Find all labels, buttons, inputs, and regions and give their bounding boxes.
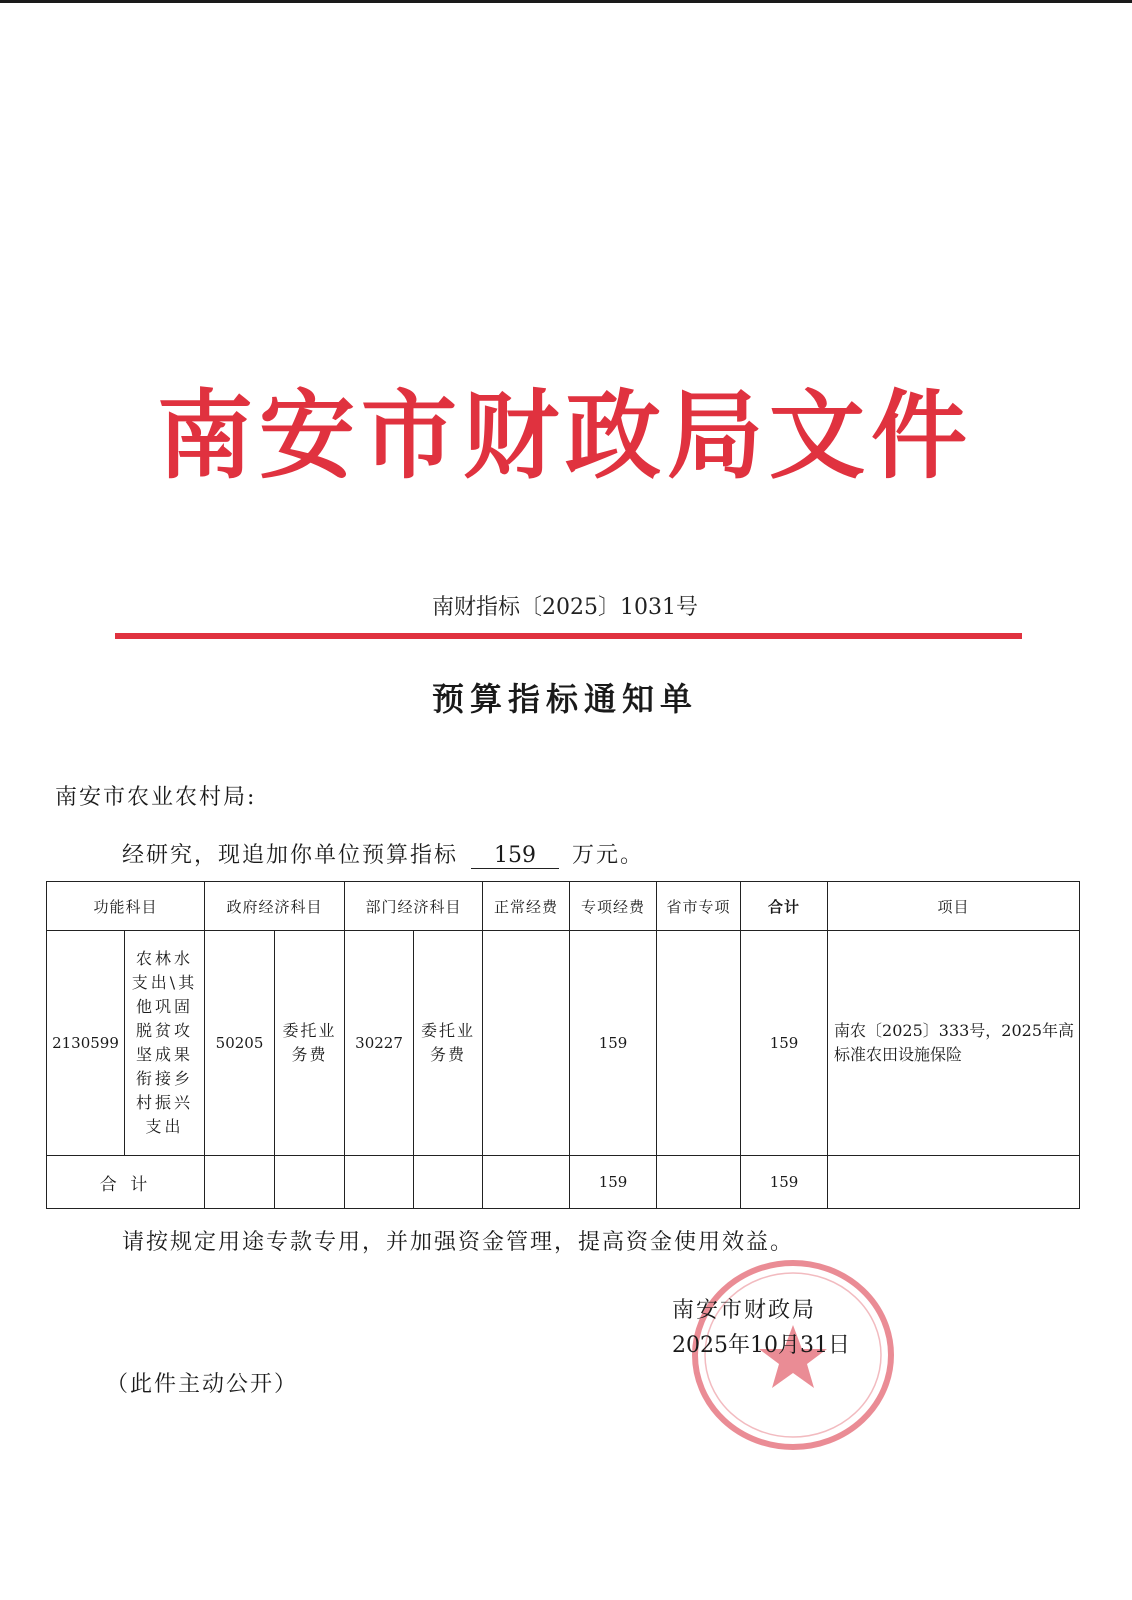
disclosure-note: （此件主动公开） xyxy=(106,1372,299,1397)
dept-econ-code: 30227 xyxy=(345,931,414,1156)
total-row-cell xyxy=(657,1156,741,1209)
table-row xyxy=(47,931,1080,1156)
total-row-cell xyxy=(828,1156,1080,1209)
recipient: 南安市农业农村局: xyxy=(55,785,257,810)
total-row-special-funds: 159 xyxy=(570,1156,657,1209)
intro-prefix: 经研究，现追加你单位预算指标 xyxy=(122,843,459,868)
header-dept-econ-subject: 部门经济科目 xyxy=(345,882,483,931)
intro-suffix: 万元。 xyxy=(572,843,645,868)
table-header-row xyxy=(47,882,1080,931)
project-description: 南农〔2025〕333号，2025年高标准农田设施保险 xyxy=(828,931,1080,1156)
gov-econ-code: 50205 xyxy=(205,931,275,1156)
document-title: 南安市财政局文件 xyxy=(157,379,973,492)
function-code: 2130599 xyxy=(47,931,125,1156)
intro-sentence xyxy=(122,838,644,869)
special-funds-value: 159 xyxy=(570,931,657,1156)
total-row-label: 合 计 xyxy=(47,1156,205,1209)
total-row-cell xyxy=(483,1156,570,1209)
header-gov-econ-subject: 政府经济科目 xyxy=(205,882,345,931)
total-row-cell xyxy=(345,1156,414,1209)
regular-funds-value xyxy=(483,931,570,1156)
header-project: 项目 xyxy=(828,882,1080,931)
total-value: 159 xyxy=(741,931,828,1156)
top-edge-line xyxy=(0,0,1132,3)
red-divider xyxy=(115,633,1022,639)
budget-table xyxy=(46,881,1080,1209)
function-name: 农林水支出\其他巩固脱贫攻坚成果衔接乡村振兴支出 xyxy=(125,931,205,1156)
header-regular-funds: 正常经费 xyxy=(483,882,570,931)
header-special-funds: 专项经费 xyxy=(570,882,657,931)
total-row-cell xyxy=(414,1156,483,1209)
gov-econ-name: 委托业务费 xyxy=(275,931,345,1156)
notice-title: 预算指标通知单 xyxy=(431,680,698,718)
header-prov-city-special: 省市专项 xyxy=(657,882,741,931)
prov-city-special-value xyxy=(657,931,741,1156)
header-function-subject: 功能科目 xyxy=(47,882,205,931)
total-row-cell xyxy=(275,1156,345,1209)
issuer-name: 南安市财政局 xyxy=(672,1298,817,1323)
intro-amount: 159 xyxy=(471,843,559,869)
issue-date: 2025年10月31日 xyxy=(672,1333,850,1358)
document-number: 南财指标〔2025〕1031号 xyxy=(432,595,698,620)
total-row-cell xyxy=(205,1156,275,1209)
table-total-row xyxy=(47,1156,1080,1209)
closing-instruction: 请按规定用途专款专用，并加强资金管理，提高资金使用效益。 xyxy=(122,1230,795,1255)
dept-econ-name: 委托业务费 xyxy=(414,931,483,1156)
header-total: 合计 xyxy=(741,882,828,931)
total-row-total: 159 xyxy=(741,1156,828,1209)
